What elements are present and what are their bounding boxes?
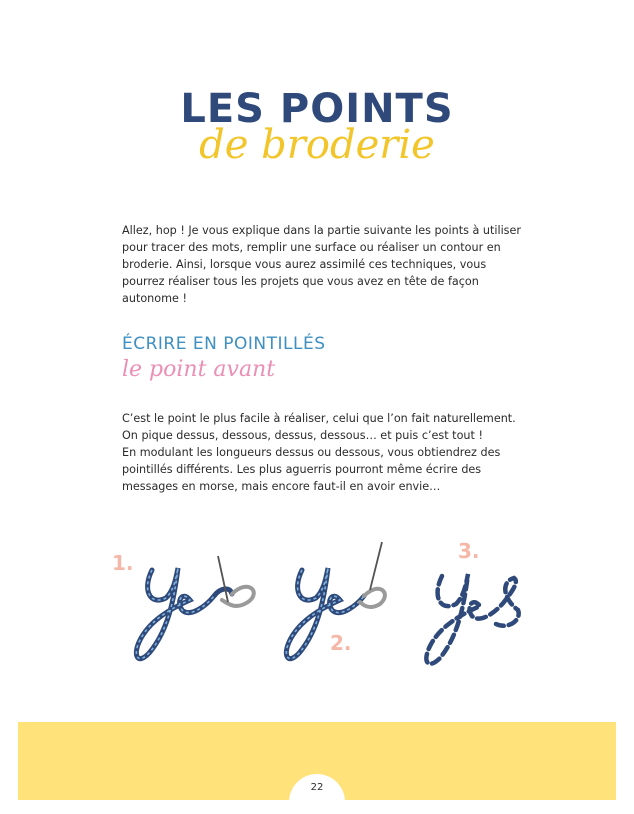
step-label-1: 1.: [112, 551, 134, 575]
running-stitch-path: [426, 574, 518, 664]
page-number: 22: [310, 782, 324, 793]
yes-word-step-1: [136, 556, 253, 659]
needle: [370, 542, 382, 590]
stitch-illustration: [0, 520, 634, 680]
page-title: LES POINTS: [180, 86, 454, 132]
section-title: ÉCRIRE EN POINTILLÉS: [122, 334, 326, 354]
step-label-2: 2.: [330, 631, 352, 655]
paragraph-line: C’est le point le plus facile à réaliser, celui que l’on fait naturellement.: [122, 412, 516, 425]
section-subtitle: le point avant: [122, 357, 276, 382]
intro-paragraph: Allez, hop ! Je vous explique dans la partie suivante les points à utiliser pour tracer des mots, remplir une surface ou réaliser un contour en broderie. Ainsi, lorsque vous aurez assimilé ces techniques, vous pourrez réaliser tous les projets que vous avez en tête de façon autonome !: [122, 224, 521, 305]
yes-word-step-3: [426, 574, 518, 664]
pending-path: [360, 589, 385, 607]
section-paragraph: [122, 410, 522, 495]
paragraph-line: On pique dessus, dessous, dessus, dessous… et puis c’est tout !: [122, 429, 483, 442]
thread-path: [136, 568, 232, 659]
step-label-3: 3.: [458, 539, 480, 563]
page-subtitle: de broderie: [199, 122, 435, 168]
paragraph-line: En modulant les longueurs dessus ou dessous, vous obtiendrez des pointillés différents. Les plus aguerris pourront même écrire des messages en morse, mais encore faut-il en avoir envie…: [122, 446, 501, 493]
needle: [218, 556, 228, 602]
